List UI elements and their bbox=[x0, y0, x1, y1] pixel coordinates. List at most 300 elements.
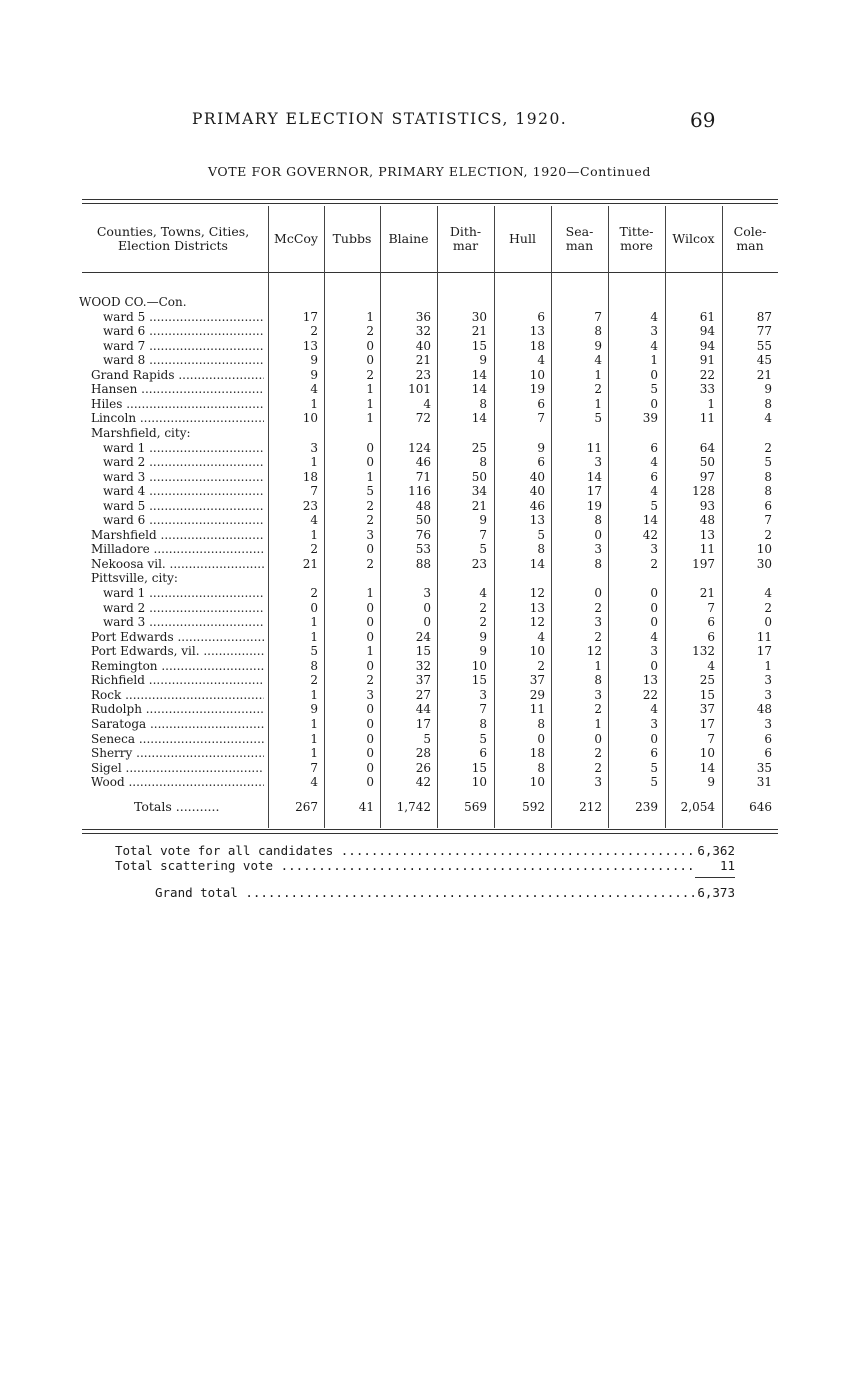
table-row bbox=[0, 368, 859, 382]
district-label: Lincoln ..... bbox=[91, 411, 264, 425]
cell-dithmar: 23 bbox=[471, 556, 487, 571]
cell-tittemore: 39 bbox=[642, 411, 658, 426]
header-line: Hull bbox=[509, 231, 536, 246]
district-label: Pittsville, city: bbox=[91, 571, 178, 586]
cell-hull: 18 bbox=[529, 746, 545, 761]
cell-tittemore: 5 bbox=[650, 775, 658, 790]
cell-tittemore: 6 bbox=[650, 746, 658, 761]
cell-seaman: 2 bbox=[594, 600, 602, 615]
cell-tubbs: 1 bbox=[366, 396, 374, 411]
table-row bbox=[0, 746, 859, 760]
total-all-row bbox=[115, 843, 735, 858]
header-line: Titte- bbox=[619, 224, 654, 239]
bottom-rule bbox=[82, 829, 778, 830]
cell-hull: 12 bbox=[529, 615, 545, 630]
column-rule bbox=[380, 206, 381, 828]
header-hull bbox=[494, 210, 551, 268]
cell-seaman: 8 bbox=[594, 673, 602, 688]
cell-coleman: 48 bbox=[756, 702, 772, 717]
total-all-value: 6,362 bbox=[697, 843, 735, 858]
cell-hull: 8 bbox=[537, 716, 545, 731]
cell-tubbs: 1 bbox=[366, 644, 374, 659]
cell-mccoy: 3 bbox=[310, 440, 318, 455]
cell-dithmar: 9 bbox=[479, 644, 487, 659]
cell-blaine: 3 bbox=[423, 586, 431, 600]
cell-blaine: 37 bbox=[415, 673, 431, 688]
cell-hull: 13 bbox=[529, 600, 545, 615]
cell-mccoy: 2 bbox=[310, 542, 318, 557]
cell-tubbs: 0 bbox=[366, 716, 374, 731]
district-label: ward 7 ..... bbox=[103, 339, 264, 353]
bottom-rule-2 bbox=[82, 833, 778, 834]
district-label: ward 3 ..... bbox=[103, 615, 264, 629]
table-row bbox=[0, 455, 859, 469]
cell-mccoy: 2 bbox=[310, 586, 318, 600]
cell-mccoy: 8 bbox=[310, 658, 318, 673]
cell-hull: 29 bbox=[529, 687, 545, 702]
cell-wilcox: 132 bbox=[692, 644, 715, 659]
cell-mccoy: 9 bbox=[310, 702, 318, 717]
cell-blaine: 28 bbox=[415, 746, 431, 761]
cell-tittemore: 2 bbox=[650, 556, 658, 571]
cell-coleman: 45 bbox=[756, 353, 772, 368]
table-row bbox=[0, 324, 859, 338]
cell-tittemore: 4 bbox=[650, 484, 658, 499]
header-rule bbox=[82, 272, 778, 273]
district-label: ward 2 ..... bbox=[103, 601, 264, 615]
district-label: Marshfield, city: bbox=[91, 425, 191, 440]
cell-tubbs: 0 bbox=[366, 455, 374, 470]
cell-tubbs: 2 bbox=[366, 556, 374, 571]
cell-wilcox: 61 bbox=[699, 309, 715, 324]
cell-dithmar: 14 bbox=[471, 382, 487, 397]
cell-tittemore: 6 bbox=[650, 469, 658, 484]
column-rule bbox=[494, 206, 495, 828]
header-tubbs bbox=[324, 210, 380, 268]
cell-tittemore: 4 bbox=[650, 629, 658, 644]
top-rule bbox=[82, 199, 778, 200]
cell-mccoy: 21 bbox=[302, 556, 318, 571]
cell-wilcox: 10 bbox=[699, 746, 715, 761]
cell-tittemore: 42 bbox=[642, 527, 658, 542]
table-row bbox=[0, 659, 859, 673]
cell-hull: 13 bbox=[529, 324, 545, 339]
cell-mccoy: 1 bbox=[310, 731, 318, 746]
cell-wilcox: 94 bbox=[699, 324, 715, 339]
district-label: ward 6 ..... bbox=[103, 513, 264, 527]
cell-seaman: 2 bbox=[594, 382, 602, 397]
cell-coleman: 17 bbox=[756, 644, 772, 659]
cell-tittemore: 13 bbox=[642, 673, 658, 688]
cell-coleman: 2 bbox=[764, 527, 772, 542]
cell-tubbs: 0 bbox=[366, 615, 374, 630]
table-row bbox=[0, 382, 859, 396]
table-row bbox=[0, 411, 859, 425]
table-row bbox=[0, 557, 859, 571]
district-label: Port Edwards ..... bbox=[91, 630, 264, 644]
table-row bbox=[0, 339, 859, 353]
cell-blaine: 23 bbox=[415, 367, 431, 382]
header-line: Dith- bbox=[449, 224, 482, 239]
cell-seaman: 2 bbox=[594, 702, 602, 717]
district-label: ward 4 ..... bbox=[103, 484, 264, 498]
column-rule bbox=[722, 206, 723, 828]
cell-hull: 6 bbox=[537, 309, 545, 324]
district-label: Remington ..... bbox=[91, 659, 264, 673]
header-district bbox=[78, 210, 268, 268]
cell-seaman: 2 bbox=[594, 746, 602, 761]
cell-tubbs: 2 bbox=[366, 367, 374, 382]
cell-wilcox: 128 bbox=[692, 484, 715, 499]
top-rule-2 bbox=[82, 203, 778, 204]
cell-dithmar: 14 bbox=[471, 367, 487, 382]
cell-hull: 10 bbox=[529, 775, 545, 790]
table-row bbox=[0, 732, 859, 746]
cell-mccoy: 0 bbox=[310, 600, 318, 615]
cell-seaman: 8 bbox=[594, 324, 602, 339]
cell-wilcox: 22 bbox=[699, 367, 715, 382]
cell-tubbs: 2 bbox=[366, 324, 374, 339]
cell-dithmar: 8 bbox=[479, 396, 487, 411]
cell-blaine: 17 bbox=[415, 716, 431, 731]
cell-blaine: 24 bbox=[415, 629, 431, 644]
cell-wilcox: 11 bbox=[699, 411, 715, 426]
cell-tubbs: 0 bbox=[366, 658, 374, 673]
cell-seaman: 0 bbox=[594, 527, 602, 542]
cell-tittemore: 5 bbox=[650, 382, 658, 397]
table-row bbox=[0, 688, 859, 702]
cell-mccoy: 9 bbox=[310, 353, 318, 368]
district-label: Sherry ..... bbox=[91, 746, 264, 760]
cell-coleman: 3 bbox=[764, 687, 772, 702]
cell-hull: 2 bbox=[537, 658, 545, 673]
grand-total-value: 6,373 bbox=[697, 885, 735, 900]
column-rule bbox=[551, 206, 552, 828]
cell-seaman: 1 bbox=[594, 396, 602, 411]
table-row bbox=[0, 397, 859, 411]
cell-coleman: 8 bbox=[764, 469, 772, 484]
cell-dithmar: 21 bbox=[471, 324, 487, 339]
cell-blaine: 76 bbox=[415, 527, 431, 542]
cell-seaman: 0 bbox=[594, 586, 602, 600]
cell-tubbs: 0 bbox=[366, 600, 374, 615]
district-label: ward 6 ..... bbox=[103, 324, 264, 338]
total-wilcox: 2,054 bbox=[680, 800, 715, 814]
cell-wilcox: 48 bbox=[699, 513, 715, 528]
cell-seaman: 5 bbox=[594, 411, 602, 426]
cell-seaman: 3 bbox=[594, 615, 602, 630]
header-line: Blaine bbox=[388, 231, 429, 246]
district-label: Sigel ..... bbox=[91, 761, 264, 775]
cell-hull: 8 bbox=[537, 542, 545, 557]
cell-wilcox: 21 bbox=[699, 586, 715, 600]
cell-tittemore: 3 bbox=[650, 542, 658, 557]
table-row bbox=[0, 310, 859, 324]
cell-coleman: 4 bbox=[764, 411, 772, 426]
cell-blaine: 101 bbox=[408, 382, 431, 397]
cell-seaman: 3 bbox=[594, 542, 602, 557]
cell-wilcox: 1 bbox=[707, 396, 715, 411]
cell-tittemore: 0 bbox=[650, 615, 658, 630]
cell-wilcox: 13 bbox=[699, 527, 715, 542]
total-mccoy: 267 bbox=[295, 800, 318, 814]
scattering-label: Total scattering vote ..... bbox=[115, 858, 695, 873]
cell-seaman: 9 bbox=[594, 338, 602, 353]
column-rule bbox=[437, 206, 438, 828]
cell-blaine: 48 bbox=[415, 498, 431, 513]
cell-seaman: 14 bbox=[586, 469, 602, 484]
table-row bbox=[0, 426, 859, 440]
cell-tittemore: 4 bbox=[650, 309, 658, 324]
cell-seaman: 3 bbox=[594, 455, 602, 470]
cell-coleman: 6 bbox=[764, 731, 772, 746]
cell-coleman: 77 bbox=[756, 324, 772, 339]
cell-tittemore: 5 bbox=[650, 760, 658, 775]
cell-tubbs: 1 bbox=[366, 411, 374, 426]
table-row bbox=[0, 542, 859, 556]
cell-dithmar: 8 bbox=[479, 716, 487, 731]
cell-blaine: 5 bbox=[423, 731, 431, 746]
cell-seaman: 1 bbox=[594, 367, 602, 382]
cell-blaine: 40 bbox=[415, 338, 431, 353]
cell-seaman: 3 bbox=[594, 687, 602, 702]
cell-wilcox: 7 bbox=[707, 600, 715, 615]
cell-blaine: 116 bbox=[408, 484, 431, 499]
cell-tubbs: 5 bbox=[366, 484, 374, 499]
cell-hull: 0 bbox=[537, 731, 545, 746]
cell-dithmar: 8 bbox=[479, 455, 487, 470]
table-title: VOTE FOR GOVERNOR, PRIMARY ELECTION, 1920—Continued bbox=[207, 164, 652, 179]
cell-blaine: 32 bbox=[415, 658, 431, 673]
cell-wilcox: 11 bbox=[699, 542, 715, 557]
cell-mccoy: 1 bbox=[310, 687, 318, 702]
cell-tittemore: 4 bbox=[650, 338, 658, 353]
cell-hull: 12 bbox=[529, 586, 545, 600]
cell-wilcox: 25 bbox=[699, 673, 715, 688]
cell-coleman: 3 bbox=[764, 716, 772, 731]
cell-blaine: 71 bbox=[415, 469, 431, 484]
table-row bbox=[0, 702, 859, 716]
cell-dithmar: 34 bbox=[471, 484, 487, 499]
district-label: Hansen ..... bbox=[91, 382, 264, 396]
cell-wilcox: 91 bbox=[699, 353, 715, 368]
cell-mccoy: 2 bbox=[310, 324, 318, 339]
cell-coleman: 87 bbox=[756, 309, 772, 324]
cell-dithmar: 3 bbox=[479, 687, 487, 702]
district-label: ward 8 ..... bbox=[103, 353, 264, 367]
cell-blaine: 32 bbox=[415, 324, 431, 339]
cell-coleman: 9 bbox=[764, 382, 772, 397]
header-line: Counties, Towns, Cities, bbox=[96, 224, 250, 239]
cell-blaine: 42 bbox=[415, 775, 431, 790]
cell-dithmar: 9 bbox=[479, 353, 487, 368]
cell-mccoy: 4 bbox=[310, 513, 318, 528]
cell-mccoy: 2 bbox=[310, 673, 318, 688]
header-line: Wilcox bbox=[672, 231, 715, 246]
total-tubbs: 41 bbox=[358, 800, 374, 814]
cell-tubbs: 0 bbox=[366, 542, 374, 557]
cell-hull: 40 bbox=[529, 484, 545, 499]
total-hull: 592 bbox=[522, 800, 545, 814]
district-label: ward 1 ..... bbox=[103, 441, 264, 455]
cell-mccoy: 18 bbox=[302, 469, 318, 484]
cell-dithmar: 30 bbox=[471, 309, 487, 324]
cell-blaine: 50 bbox=[415, 513, 431, 528]
cell-blaine: 46 bbox=[415, 455, 431, 470]
district-label: WOOD CO.—Con. bbox=[79, 295, 187, 309]
cell-seaman: 19 bbox=[586, 498, 602, 513]
cell-hull: 7 bbox=[537, 411, 545, 426]
district-label: ward 1 ..... bbox=[103, 586, 264, 600]
cell-blaine: 88 bbox=[415, 556, 431, 571]
total-all-label: Total vote for all candidates ..... bbox=[115, 843, 695, 858]
header-line: mar bbox=[452, 238, 479, 253]
cell-blaine: 15 bbox=[415, 644, 431, 659]
cell-hull: 11 bbox=[529, 702, 545, 717]
district-label: Rudolph ..... bbox=[91, 702, 264, 716]
cell-dithmar: 21 bbox=[471, 498, 487, 513]
cell-mccoy: 17 bbox=[302, 309, 318, 324]
total-coleman: 646 bbox=[749, 800, 772, 814]
cell-mccoy: 4 bbox=[310, 775, 318, 790]
cell-seaman: 3 bbox=[594, 775, 602, 790]
cell-tittemore: 0 bbox=[650, 367, 658, 382]
cell-wilcox: 6 bbox=[707, 629, 715, 644]
cell-wilcox: 97 bbox=[699, 469, 715, 484]
cell-mccoy: 4 bbox=[310, 382, 318, 397]
cell-coleman: 8 bbox=[764, 484, 772, 499]
cell-wilcox: 7 bbox=[707, 731, 715, 746]
column-rule bbox=[268, 206, 269, 828]
cell-tubbs: 0 bbox=[366, 746, 374, 761]
table-row bbox=[0, 615, 859, 629]
cell-mccoy: 1 bbox=[310, 396, 318, 411]
cell-mccoy: 13 bbox=[302, 338, 318, 353]
cell-blaine: 26 bbox=[415, 760, 431, 775]
table-row bbox=[0, 586, 859, 600]
cell-blaine: 36 bbox=[415, 309, 431, 324]
district-label: Richfield ..... bbox=[91, 673, 264, 687]
cell-coleman: 7 bbox=[764, 513, 772, 528]
cell-dithmar: 5 bbox=[479, 542, 487, 557]
totals-label: Totals ........... bbox=[134, 799, 220, 814]
cell-blaine: 44 bbox=[415, 702, 431, 717]
header-line: McCoy bbox=[274, 231, 318, 246]
cell-wilcox: 93 bbox=[699, 498, 715, 513]
cell-seaman: 12 bbox=[586, 644, 602, 659]
cell-dithmar: 10 bbox=[471, 775, 487, 790]
cell-coleman: 35 bbox=[756, 760, 772, 775]
cell-seaman: 17 bbox=[586, 484, 602, 499]
cell-coleman: 4 bbox=[764, 586, 772, 600]
cell-coleman: 31 bbox=[756, 775, 772, 790]
cell-tittemore: 0 bbox=[650, 658, 658, 673]
cell-tittemore: 0 bbox=[650, 396, 658, 411]
cell-tubbs: 1 bbox=[366, 586, 374, 600]
cell-coleman: 8 bbox=[764, 396, 772, 411]
cell-tittemore: 3 bbox=[650, 716, 658, 731]
cell-tubbs: 0 bbox=[366, 731, 374, 746]
cell-tittemore: 5 bbox=[650, 498, 658, 513]
table-row bbox=[0, 470, 859, 484]
table-row bbox=[0, 673, 859, 687]
cell-wilcox: 6 bbox=[707, 615, 715, 630]
cell-wilcox: 94 bbox=[699, 338, 715, 353]
table-row bbox=[0, 630, 859, 644]
cell-tittemore: 1 bbox=[650, 353, 658, 368]
table-row bbox=[0, 644, 859, 658]
district-label: Wood ..... bbox=[91, 775, 264, 789]
district-label: Saratoga ..... bbox=[91, 717, 264, 731]
header-line: man bbox=[565, 238, 594, 253]
cell-seaman: 8 bbox=[594, 513, 602, 528]
cell-wilcox: 197 bbox=[692, 556, 715, 571]
cell-hull: 13 bbox=[529, 513, 545, 528]
cell-blaine: 27 bbox=[415, 687, 431, 702]
cell-tittemore: 0 bbox=[650, 600, 658, 615]
cell-wilcox: 9 bbox=[707, 775, 715, 790]
cell-coleman: 11 bbox=[756, 629, 772, 644]
cell-mccoy: 1 bbox=[310, 615, 318, 630]
table-row bbox=[0, 499, 859, 513]
header-seaman bbox=[551, 210, 608, 268]
cell-mccoy: 23 bbox=[302, 498, 318, 513]
cell-hull: 5 bbox=[537, 527, 545, 542]
cell-hull: 18 bbox=[529, 338, 545, 353]
cell-wilcox: 33 bbox=[699, 382, 715, 397]
cell-seaman: 0 bbox=[594, 731, 602, 746]
cell-seaman: 2 bbox=[594, 760, 602, 775]
district-label: ward 3 ..... bbox=[103, 470, 264, 484]
cell-tubbs: 1 bbox=[366, 382, 374, 397]
cell-coleman: 6 bbox=[764, 746, 772, 761]
cell-mccoy: 1 bbox=[310, 455, 318, 470]
column-rule bbox=[665, 206, 666, 828]
cell-dithmar: 10 bbox=[471, 658, 487, 673]
cell-blaine: 72 bbox=[415, 411, 431, 426]
cell-mccoy: 7 bbox=[310, 484, 318, 499]
scattering-value: 11 bbox=[719, 858, 735, 873]
cell-seaman: 4 bbox=[594, 353, 602, 368]
table-row bbox=[0, 717, 859, 731]
cell-tittemore: 22 bbox=[642, 687, 658, 702]
sum-rule bbox=[695, 877, 735, 878]
column-rule bbox=[608, 206, 609, 828]
header-line: Cole- bbox=[733, 224, 767, 239]
cell-dithmar: 7 bbox=[479, 702, 487, 717]
cell-mccoy: 1 bbox=[310, 716, 318, 731]
cell-tittemore: 6 bbox=[650, 440, 658, 455]
cell-mccoy: 5 bbox=[310, 644, 318, 659]
cell-dithmar: 15 bbox=[471, 673, 487, 688]
header-mccoy bbox=[268, 210, 324, 268]
cell-seaman: 2 bbox=[594, 629, 602, 644]
cell-hull: 10 bbox=[529, 367, 545, 382]
cell-hull: 8 bbox=[537, 760, 545, 775]
cell-coleman: 30 bbox=[756, 556, 772, 571]
cell-dithmar: 5 bbox=[479, 731, 487, 746]
cell-blaine: 21 bbox=[415, 353, 431, 368]
district-label: ward 5 ..... bbox=[103, 310, 264, 324]
cell-tubbs: 1 bbox=[366, 469, 374, 484]
total-tittemore: 239 bbox=[635, 800, 658, 814]
header-dithmar bbox=[437, 210, 494, 268]
district-label: Nekoosa vil. ..... bbox=[91, 557, 264, 571]
cell-dithmar: 4 bbox=[479, 586, 487, 600]
cell-seaman: 7 bbox=[594, 309, 602, 324]
cell-hull: 4 bbox=[537, 353, 545, 368]
cell-hull: 37 bbox=[529, 673, 545, 688]
